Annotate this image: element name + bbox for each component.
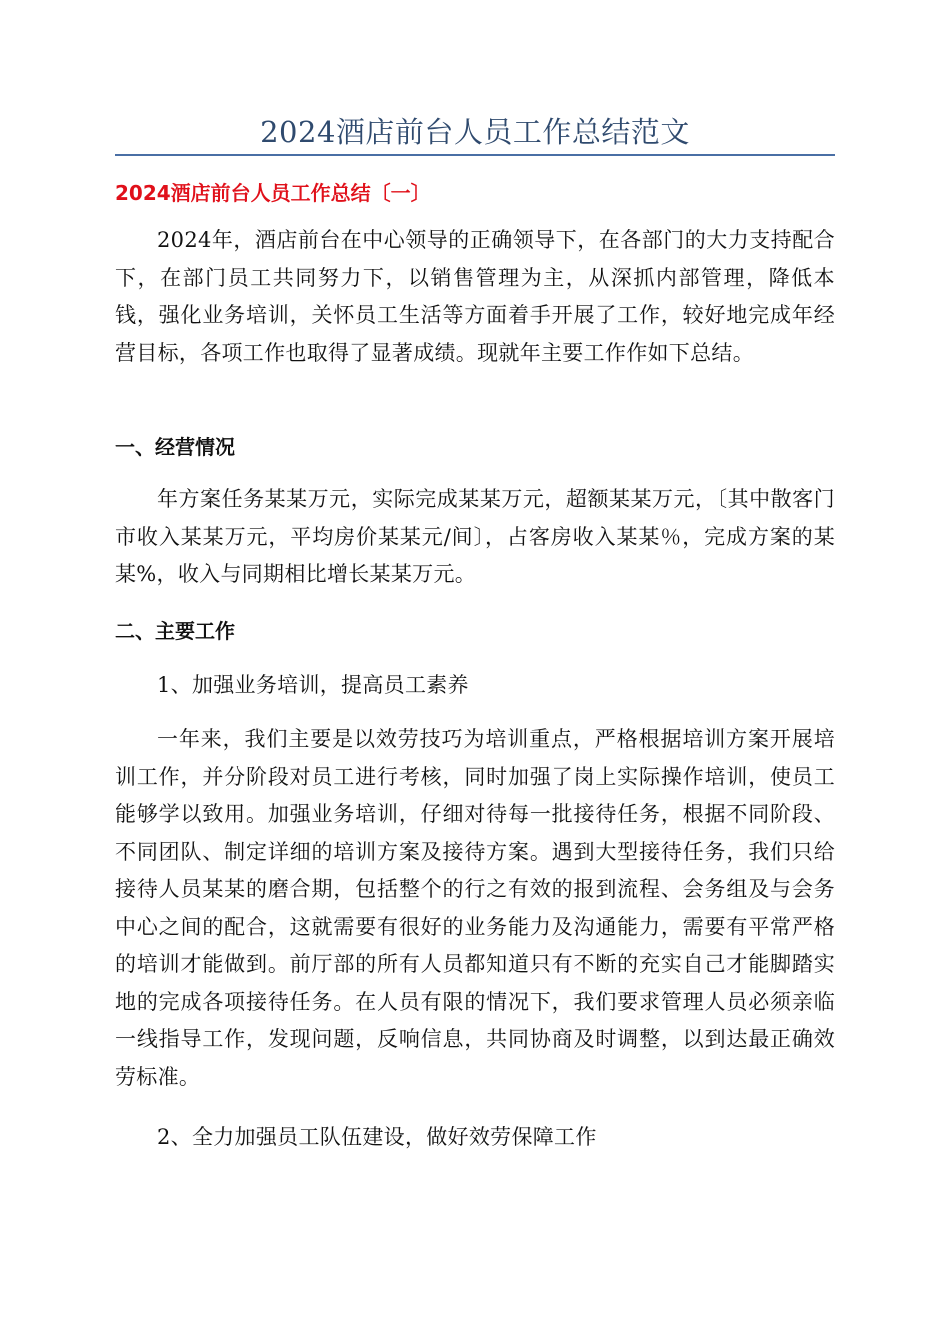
intro-paragraph: 2024年，酒店前台在中心领导的正确领导下，在各部门的大力支持配合下，在部门员工共同努力下，以销售管理为主，从深抓内部管理，降低本钱，强化业务培训，关怀员工生活等方面着手开展了工作，较好地完成年经营目标，各项工作也取得了显著成绩。现就年主要工作作如下总结。 bbox=[115, 228, 835, 365]
subheading-team-building: 2、全力加强员工队伍建设，做好效劳保障工作 bbox=[157, 1125, 597, 1149]
heading-main-work: 二、主要工作 bbox=[115, 619, 235, 643]
heading-business-status: 一、经营情况 bbox=[115, 435, 235, 459]
subheading-training: 1、加强业务培训，提高员工素养 bbox=[157, 673, 469, 697]
title-underline bbox=[115, 154, 835, 156]
training-paragraph: 一年来，我们主要是以效劳技巧为培训重点，严格根据培训方案开展培训工作，并分阶段对员工进行考核，同时加强了岗上实际操作培训，使员工能够学以致用。加强业务培训，仔细对待每一批接待任务，根据不同阶段、不同团队、制定详细的培训方案及接待方案。遇到大型接待任务，我们只给接待人员某某的磨合期，包括整个的行之有效的报到流程、会务组及与会务中心之间的配合，这就需要有很好的业务能力及沟通能力，需要有平常严格的培训才能做到。前厅部的所有人员都知道只有不断的充实自己才能脚踏实地的完成各项接待任务。在人员有限的情况下，我们要求管理人员必须亲临一线指导工作，发现问题，反响信息，共同协商及时调整，以到达最正确效劳标准。 bbox=[115, 727, 835, 1089]
business-paragraph: 年方案任务某某万元，实际完成某某万元，超额某某万元，〔其中散客门市收入某某万元，平均房价某某元/间〕，占客房收入某某％，完成方案的某某%，收入与同期相比增长某某万元。 bbox=[115, 487, 835, 586]
document-title: 2024酒店前台人员工作总结范文 bbox=[260, 115, 690, 149]
section-title: 2024酒店前台人员工作总结〔一〕 bbox=[115, 181, 431, 205]
